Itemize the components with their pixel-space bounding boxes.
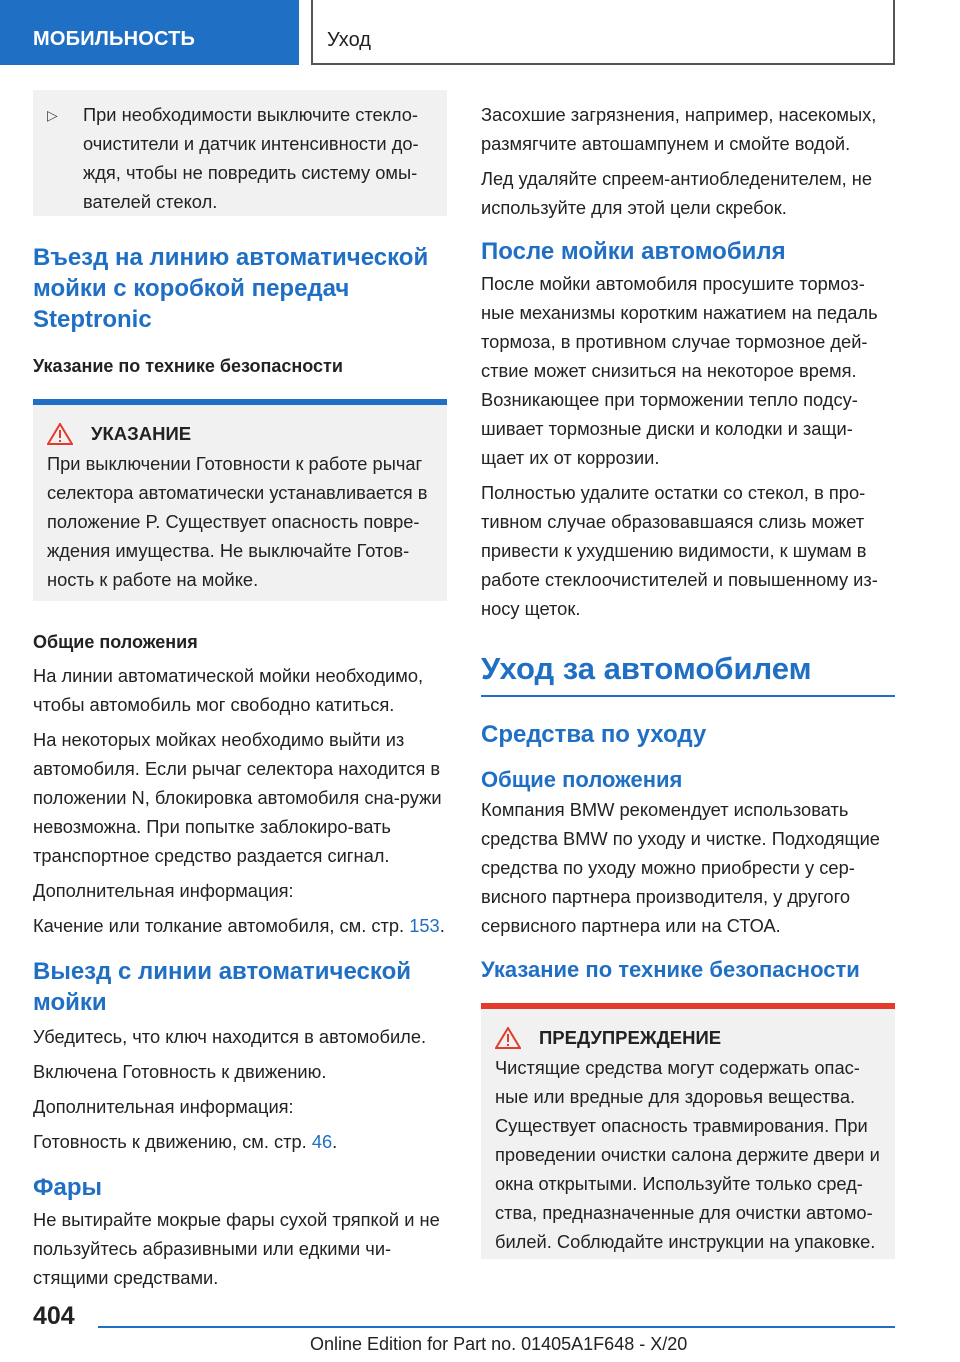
paragraph-with-link [33, 911, 447, 940]
heading-rule [481, 695, 895, 697]
paragraph-text: Готовность к движению, см. стр. [33, 1131, 312, 1152]
paragraph: Лед удаляйте спреем-антиобледенителем, не используйте для этой цели скребок. [481, 168, 873, 218]
paragraph: Убедитесь, что ключ находится в автомобиле. [33, 1026, 427, 1047]
footer-edition: Online Edition for Part no. 01405A1F648 - X/20 [310, 1334, 688, 1354]
paragraph: Дополнительная информация: [33, 880, 294, 901]
left-column [33, 90, 447, 1298]
subheading-general: Общие положения [33, 632, 198, 652]
paragraph: Полностью удалите остатки со стекол, в про-тивном случае образовавшаяся слизь может привести к ухудшению видимости, к шумам в работе стеклоочистителей и повышенному из-носу щеток. [481, 482, 878, 619]
paragraph: На некоторых мойках необходимо выйти из автомобиля. Если рычаг селектора находится в положении N, блокировка автомобиля сна-ружи невозможна. При попытке заблокиро-вать транспортное средство раздается сигнал. [33, 729, 442, 866]
triangle-bullet-icon: ▷ [47, 107, 58, 123]
note-item [47, 100, 435, 216]
notice-block [33, 399, 447, 601]
warning-box [481, 1009, 895, 1259]
warning-text: Чистящие средства могут содержать опас-ные или вредные для здоровья вещества. Существует опасность травмирования. При проведении очистки салона держите двери и окна открытыми. Используйте только сред-ства, предназначенные для очистки автомо-билей. Соблюдайте инструкции на упаковке. [495, 1057, 880, 1252]
warning-label: ПРЕДУПРЕЖДЕНИЕ [539, 1027, 722, 1048]
right-column [481, 100, 895, 1259]
page-number: 404 [33, 1302, 75, 1330]
paragraph: Компания BMW рекомендует использовать средства BMW по уходу и чистке. Подходящие средства по уходу можно приобрести у сер-висного партнера производителя, у другого сервисного партнера или на СТОА. [481, 799, 880, 936]
paragraph-end: . [439, 915, 445, 936]
heading-safety: Указание по технике безопасности [481, 957, 860, 982]
heading-wash-exit: Выезд с линии автоматической мойки [33, 958, 411, 1016]
paragraph: Не вытирайте мокрые фары сухой тряпкой и не пользуйтесь абразивными или едкими чи-стящими средствами. [33, 1209, 440, 1288]
notice-text: При выключении Готовности к работе рычаг селектора автоматически устанавливается в положение P. Существует опасность повре-ждения имущества. Не выключайте Готов-ность к работе на мойке. [47, 453, 428, 590]
heading-after-wash: После мойки автомобиля [481, 238, 786, 265]
paragraph: Включена Готовность к движению. [33, 1061, 327, 1082]
heading-vehicle-care: Уход за автомобилем [481, 651, 812, 686]
page-link-46[interactable]: 46 [311, 1131, 333, 1152]
warning-title [495, 1027, 881, 1049]
header-section-tab [0, 0, 299, 65]
paragraph-end: . [332, 1131, 338, 1152]
warning-triangle-icon [495, 1027, 521, 1049]
page-link-153[interactable]: 153 [409, 915, 440, 936]
heading-general: Общие положения [481, 767, 683, 792]
paragraph: Дополнительная информация: [33, 1096, 294, 1117]
note-box [33, 90, 447, 216]
header-chapter-box [311, 0, 895, 65]
paragraph: Засохшие загрязнения, например, насекомых, размягчите автошампунем и смойте водой. [481, 104, 877, 154]
notice-title [47, 423, 433, 445]
header-section-title: МОБИЛЬНОСТЬ [33, 28, 196, 50]
heading-headlights: Фары [33, 1174, 102, 1201]
heading-care-products: Средства по уходу [481, 721, 707, 748]
header-chapter-title: Уход [327, 29, 371, 51]
footer-rule [98, 1326, 895, 1328]
heading-wash-entry: Въезд на линию автоматической мойки с коробкой передач Steptronic [33, 244, 429, 333]
notice-label: УКАЗАНИЕ [91, 423, 192, 444]
subheading-safety: Указание по технике безопасности [33, 356, 343, 376]
warning-triangle-icon [47, 423, 73, 445]
paragraph: После мойки автомобиля просушите тормоз-ные механизмы коротким нажатием на педаль тормоза, в противном случае тормозное дей-ствие может снизиться на некоторое время. Возникающее при торможении тепло подсу-шивает тормозные диски и колодки и защи-щает их от коррозии. [481, 273, 878, 468]
note-item-text: При необходимости выключите стекло-очистители и датчик интенсивности до-ждя, чтобы не повредить систему омы-вателей стекол. [83, 104, 419, 212]
warning-block [481, 1003, 895, 1259]
paragraph: На линии автоматической мойки необходимо, чтобы автомобиль мог свободно катиться. [33, 665, 424, 715]
paragraph-with-link [33, 1127, 447, 1156]
notice-box [33, 405, 447, 601]
paragraph-text: Качение или толкание автомобиля, см. стр. [33, 915, 410, 936]
